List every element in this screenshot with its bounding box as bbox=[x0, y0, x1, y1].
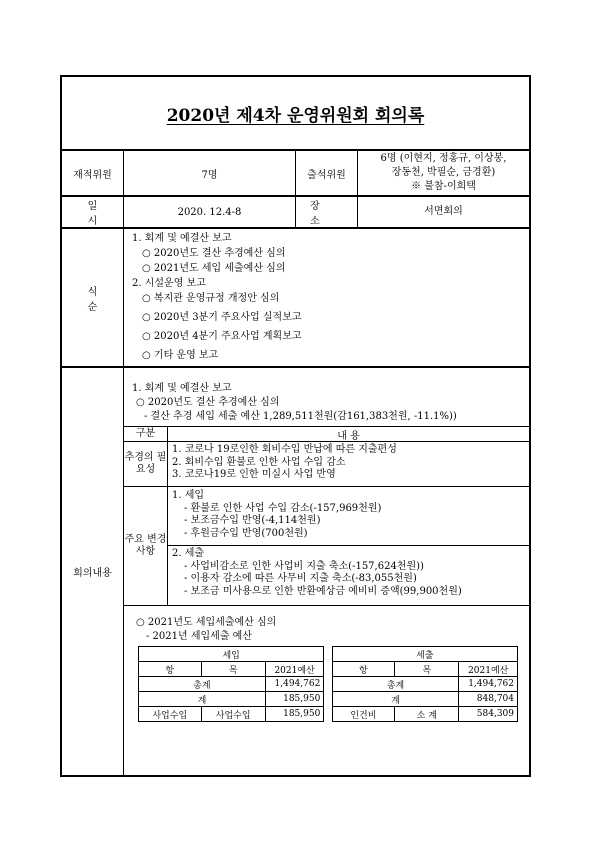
minutes-document bbox=[60, 75, 531, 777]
necessity-list bbox=[168, 442, 529, 486]
table-row: 총계 1,494,762 총계 1,494,762 bbox=[139, 677, 518, 692]
settlement-section bbox=[124, 368, 529, 424]
agenda-item: ○ 2020년 4분기 주요사업 계획보고 bbox=[142, 331, 302, 342]
date-row bbox=[62, 195, 529, 227]
attendees-value: 6명 (이현지, 정홍규, 이상봉, 장동천, 박필순, 금경환) ※ 불참-이희택 bbox=[380, 153, 507, 192]
list-item: - 사업비감소로 인한 사업비 지출 축소(-157,624천원)) bbox=[184, 560, 424, 572]
table-row: 계 185,950 계 848,704 bbox=[139, 692, 518, 707]
revenue-heading: 1. 세입 bbox=[172, 490, 205, 501]
table-row bbox=[139, 647, 518, 662]
agenda-item: ○ 2020년도 결산 추경예산 심의 bbox=[142, 248, 286, 259]
agenda-item: ○ 2021년도 세입 세출예산 심의 bbox=[142, 263, 286, 274]
agenda-item: ○ 2020년 3분기 주요사업 실적보고 bbox=[142, 312, 302, 323]
changes-body bbox=[168, 487, 529, 605]
expense-heading: 2. 세출 bbox=[172, 548, 205, 559]
agenda-label: 식 순 bbox=[62, 229, 124, 366]
supplementary-budget-table bbox=[124, 426, 529, 606]
agenda-list bbox=[124, 229, 529, 366]
section-heading: 1. 회계 및 예결산 보고 bbox=[132, 383, 232, 394]
section-summary: - 결산 추경 세입 세출 예산 1,289,511천원(감161,383천원, -11.1%)) bbox=[144, 411, 457, 422]
date-label: 일 시 bbox=[62, 197, 124, 227]
budget-heading: ○ 2021년도 세입세출예산 심의 bbox=[136, 617, 277, 628]
list-item: - 이용자 감소에 따른 사무비 지출 축소(-83,055천원) bbox=[184, 573, 417, 584]
list-item: - 보조금수입 반영(-4,114천원) bbox=[184, 515, 321, 526]
agenda-item: 2. 시설운영 보고 bbox=[132, 278, 206, 289]
changes-label: 주요 변경 사항 bbox=[124, 487, 168, 605]
necessity-row bbox=[124, 441, 529, 486]
agenda-item: ○ 기타 운영 보고 bbox=[142, 350, 219, 361]
table-row: 항 목 2021예산 항 목 2021예산 bbox=[139, 662, 518, 677]
list-item: - 후원금수입 반영(700천원) bbox=[184, 527, 308, 539]
agenda-item: ○ 복지관 운영규정 개정안 심의 bbox=[142, 293, 280, 304]
necessity-label: 추경의 필요성 bbox=[124, 442, 168, 486]
table-row: 사업수입 사업수입 185,950 인건비 소 계 584,309 bbox=[139, 707, 518, 722]
agenda-item: 1. 회계 및 예결산 보고 bbox=[132, 233, 232, 244]
section-subheading: ○ 2020년도 결산 추경예산 심의 bbox=[136, 397, 280, 408]
list-item: - 환불로 인한 사업 수입 감소(-157,969천원) bbox=[184, 502, 382, 514]
col-division: 구분 bbox=[124, 427, 168, 441]
content-body bbox=[124, 368, 529, 775]
budget-section bbox=[124, 606, 529, 646]
place-value: 서면회의 bbox=[424, 206, 463, 217]
revenue-block bbox=[168, 487, 529, 545]
attendees-label: 출석위원 bbox=[296, 151, 358, 195]
minutes-table bbox=[62, 149, 529, 775]
budget-table bbox=[138, 646, 518, 722]
agenda-row bbox=[62, 227, 529, 366]
changes-row bbox=[124, 486, 529, 605]
content-label: 회의내용 bbox=[62, 368, 124, 775]
expense-block bbox=[168, 545, 529, 598]
income-header: 세입 bbox=[139, 647, 324, 662]
list-item: - 보조금 미사용으로 인한 반환예상금 예비비 증액(99,900천원) bbox=[184, 585, 462, 597]
list-item: 1. 코로나 19로인한 회비수입 반납에 따른 지출편성 bbox=[172, 444, 397, 455]
document-title: 2020년 제4차 운영위원회 회의록 bbox=[166, 105, 425, 126]
inner-header-row bbox=[124, 427, 529, 441]
members-label: 재적위원 bbox=[62, 151, 124, 195]
list-item: 3. 코로나19로 인한 미실시 사업 반영 bbox=[172, 469, 336, 480]
expense-header: 세출 bbox=[332, 647, 517, 662]
members-row bbox=[62, 149, 529, 195]
budget-subheading: - 2021년 세입세출 예산 bbox=[146, 631, 252, 642]
content-row bbox=[62, 366, 529, 775]
date-value: 2020. 12.4-8 bbox=[124, 197, 296, 227]
col-content: 내 용 bbox=[337, 431, 360, 442]
place-label: 장 소 bbox=[296, 197, 358, 227]
list-item: 2. 회비수입 환불로 인한 사업 수입 감소 bbox=[172, 456, 346, 468]
members-value: 7명 bbox=[124, 151, 296, 195]
